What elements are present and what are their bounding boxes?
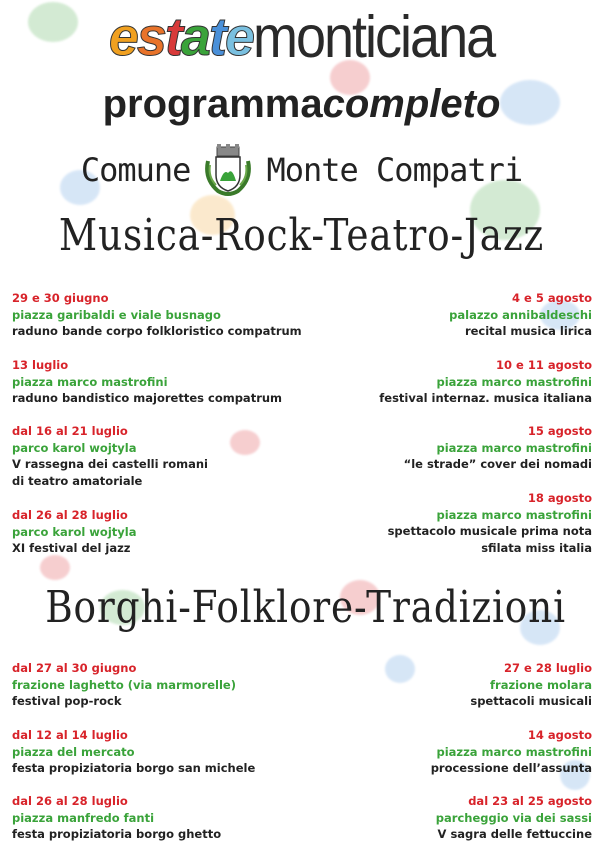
paint-splash: [230, 430, 260, 455]
estate-letter: e: [108, 7, 137, 67]
title-monticiana: monticiana: [253, 3, 495, 70]
coat-of-arms-icon: [202, 143, 254, 197]
comune-name: Monte Compatri: [266, 151, 523, 189]
comune-label: Comune: [80, 151, 191, 189]
event-description: festival pop-rock: [12, 694, 122, 708]
main-title: [0, 3, 603, 70]
event-date: 10 e 11 agosto: [496, 358, 592, 372]
paint-splash: [385, 655, 415, 683]
event-description: raduno bandistico majorettes compatrum: [12, 391, 283, 405]
event-date: dal 12 al 14 luglio: [12, 728, 128, 742]
event-description: V rassegna dei castelli romani: [12, 457, 208, 471]
section-title-musica: Musica-Rock-Teatro-Jazz: [58, 210, 545, 261]
section-title-borghi: Borghi-Folklore-Tradizioni: [45, 582, 566, 633]
subtitle-programma: programma: [102, 82, 323, 126]
event-date: 15 agosto: [527, 424, 592, 438]
event-item: [12, 357, 282, 407]
event-place: piazza del mercato: [12, 744, 135, 759]
event-place: piazza marco mastrofini: [436, 507, 592, 522]
event-date: dal 16 al 21 luglio: [12, 424, 128, 438]
event-description: raduno bande corpo folkloristico compatrum: [12, 324, 302, 338]
event-date: dal 23 al 25 agosto: [468, 794, 592, 808]
event-place: piazza marco mastrofini: [436, 744, 592, 759]
estate-letter: e: [224, 7, 253, 67]
event-date: dal 26 al 28 luglio: [12, 508, 128, 522]
event-description: di teatro amatoriale: [12, 473, 143, 488]
event-item: [12, 423, 208, 489]
event-description: V sagra delle fettuccine: [437, 827, 592, 841]
event-item: [379, 357, 592, 407]
comune-row: [0, 140, 603, 200]
event-date: 4 e 5 agosto: [512, 291, 592, 305]
event-place: piazza marco mastrofini: [12, 374, 168, 389]
event-item: [470, 660, 592, 710]
event-date: 14 agosto: [527, 728, 592, 742]
event-place: piazza manfredo fanti: [12, 810, 155, 825]
event-date: 29 e 30 giugno: [12, 291, 109, 305]
paint-splash: [40, 555, 70, 580]
event-description: “le strade” cover dei nomadi: [403, 457, 592, 471]
subtitle-completo: completo: [322, 82, 501, 126]
event-date: 18 agosto: [527, 491, 592, 505]
event-place: frazione laghetto (via marmorelle): [12, 677, 236, 692]
event-description: sfilata miss italia: [481, 540, 592, 555]
event-description: XI festival del jazz: [12, 541, 131, 555]
event-item: [12, 727, 255, 777]
event-item: [12, 507, 136, 557]
estate-letter: t: [164, 7, 181, 67]
event-place: piazza marco mastrofini: [436, 374, 592, 389]
event-place: frazione molara: [490, 677, 592, 692]
title-estate: [109, 7, 253, 67]
estate-letter: s: [136, 7, 165, 67]
event-place: palazzo annibaldeschi: [449, 307, 592, 322]
event-place: parco karol wojtyla: [12, 440, 137, 455]
event-item: [404, 423, 592, 473]
event-place: parco karol wojtyla: [12, 524, 137, 539]
event-description: spettacoli musicali: [470, 694, 592, 708]
event-description: festa propiziatoria borgo san michele: [12, 761, 256, 775]
event-description: processione dell’assunta: [430, 761, 592, 775]
event-description: spettacolo musicale prima nota: [387, 524, 592, 538]
event-item: [431, 727, 592, 777]
event-date: dal 27 al 30 giugno: [12, 661, 137, 675]
estate-letter: a: [180, 7, 209, 67]
event-item: [12, 793, 221, 843]
event-item: [12, 290, 302, 340]
event-item: [449, 290, 592, 340]
event-place: piazza marco mastrofini: [436, 440, 592, 455]
event-date: dal 26 al 28 luglio: [12, 794, 128, 808]
event-place: parcheggio via dei sassi: [435, 810, 592, 825]
event-item: [12, 660, 236, 710]
event-place: piazza garibaldi e viale busnago: [12, 307, 221, 322]
event-item: [388, 490, 592, 556]
event-date: 13 luglio: [12, 358, 69, 372]
event-description: recital musica lirica: [464, 324, 592, 338]
event-description: festa propiziatoria borgo ghetto: [12, 827, 222, 841]
event-item: [436, 793, 592, 843]
estate-letter: t: [208, 7, 225, 67]
event-description: festival internaz. musica italiana: [379, 391, 592, 405]
subtitle: [0, 80, 603, 128]
event-date: 27 e 28 luglio: [504, 661, 592, 675]
